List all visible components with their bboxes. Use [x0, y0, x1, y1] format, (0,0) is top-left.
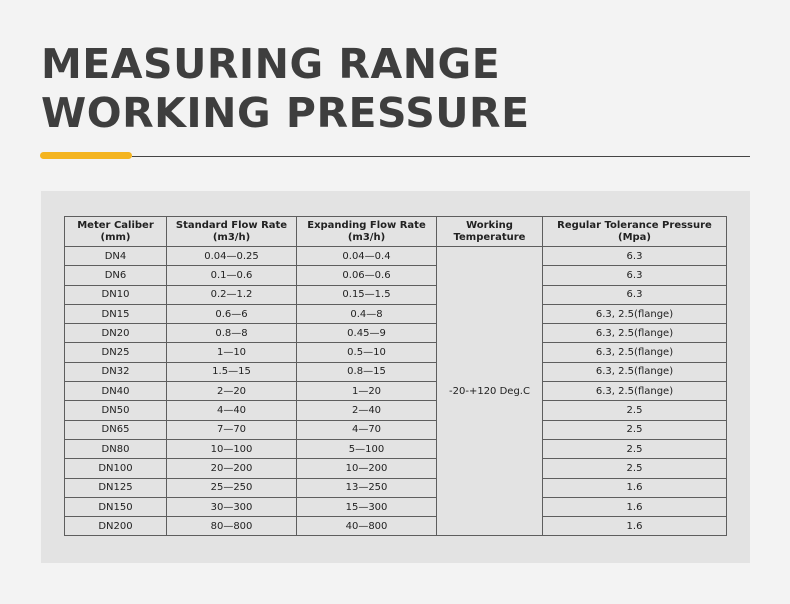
cell-pressure: 6.3, 2.5(flange)	[543, 304, 727, 323]
cell-caliber: DN50	[65, 401, 167, 420]
header-unit: (m3/h)	[347, 231, 386, 243]
cell-standard-flow: 20—200	[167, 459, 297, 478]
cell-expanding-flow: 0.8—15	[297, 362, 437, 381]
header-tolerance-pressure	[543, 217, 727, 247]
cell-standard-flow: 80—800	[167, 517, 297, 536]
cell-caliber: DN100	[65, 459, 167, 478]
cell-expanding-flow: 0.15—1.5	[297, 285, 437, 304]
cell-caliber: DN6	[65, 266, 167, 285]
cell-standard-flow: 1.5—15	[167, 362, 297, 381]
cell-pressure: 1.6	[543, 478, 727, 497]
header-meter-caliber	[65, 217, 167, 247]
table-row	[65, 343, 727, 362]
cell-pressure: 1.6	[543, 497, 727, 516]
cell-pressure: 6.3	[543, 247, 727, 266]
cell-expanding-flow: 0.5—10	[297, 343, 437, 362]
cell-caliber: DN15	[65, 304, 167, 323]
cell-standard-flow: 30—300	[167, 497, 297, 516]
header-unit: (Mpa)	[618, 231, 651, 243]
table-row	[65, 285, 727, 304]
cell-standard-flow: 0.04—0.25	[167, 247, 297, 266]
cell-caliber: DN32	[65, 362, 167, 381]
cell-working-temperature: -20-+120 Deg.C	[437, 247, 543, 536]
table-row	[65, 517, 727, 536]
cell-caliber: DN200	[65, 517, 167, 536]
cell-caliber: DN125	[65, 478, 167, 497]
page-title-line-2: WORKING PRESSURE	[41, 89, 530, 137]
header-label: Working	[466, 219, 513, 231]
cell-caliber: DN40	[65, 382, 167, 401]
table-header-row	[65, 217, 727, 247]
table-row	[65, 497, 727, 516]
cell-pressure: 2.5	[543, 439, 727, 458]
header-label: Temperature	[453, 231, 526, 243]
cell-expanding-flow: 0.06—0.6	[297, 266, 437, 285]
cell-expanding-flow: 2—40	[297, 401, 437, 420]
cell-pressure: 6.3, 2.5(flange)	[543, 343, 727, 362]
table-row	[65, 478, 727, 497]
cell-standard-flow: 4—40	[167, 401, 297, 420]
cell-standard-flow: 7—70	[167, 420, 297, 439]
header-working-temperature	[437, 217, 543, 247]
table-row	[65, 247, 727, 266]
header-standard-flow-rate	[167, 217, 297, 247]
table-row	[65, 304, 727, 323]
table-row	[65, 459, 727, 478]
cell-pressure: 6.3	[543, 285, 727, 304]
header-label: Standard Flow Rate	[175, 219, 288, 231]
cell-pressure: 6.3, 2.5(flange)	[543, 382, 727, 401]
cell-standard-flow: 10—100	[167, 439, 297, 458]
cell-pressure: 6.3	[543, 266, 727, 285]
header-expanding-flow-rate	[297, 217, 437, 247]
accent-bar	[40, 152, 132, 159]
cell-expanding-flow: 10—200	[297, 459, 437, 478]
cell-expanding-flow: 1—20	[297, 382, 437, 401]
cell-pressure: 2.5	[543, 420, 727, 439]
table-row	[65, 420, 727, 439]
cell-standard-flow: 1—10	[167, 343, 297, 362]
cell-caliber: DN4	[65, 247, 167, 266]
cell-standard-flow: 25—250	[167, 478, 297, 497]
cell-pressure: 2.5	[543, 459, 727, 478]
cell-standard-flow: 0.2—1.2	[167, 285, 297, 304]
cell-standard-flow: 0.1—0.6	[167, 266, 297, 285]
cell-pressure: 1.6	[543, 517, 727, 536]
spec-table	[64, 216, 727, 536]
cell-caliber: DN80	[65, 439, 167, 458]
cell-caliber: DN150	[65, 497, 167, 516]
cell-expanding-flow: 13—250	[297, 478, 437, 497]
cell-caliber: DN10	[65, 285, 167, 304]
table-row	[65, 439, 727, 458]
cell-standard-flow: 0.8—8	[167, 324, 297, 343]
cell-standard-flow: 0.6—6	[167, 304, 297, 323]
cell-expanding-flow: 15—300	[297, 497, 437, 516]
table-row	[65, 382, 727, 401]
header-unit: (mm)	[100, 231, 131, 243]
title-divider	[132, 156, 750, 157]
header-label: Regular Tolerance Pressure	[557, 219, 712, 231]
table-row	[65, 401, 727, 420]
cell-expanding-flow: 5—100	[297, 439, 437, 458]
cell-caliber: DN65	[65, 420, 167, 439]
table-row	[65, 324, 727, 343]
cell-caliber: DN25	[65, 343, 167, 362]
cell-pressure: 6.3, 2.5(flange)	[543, 362, 727, 381]
cell-expanding-flow: 0.45—9	[297, 324, 437, 343]
cell-expanding-flow: 4—70	[297, 420, 437, 439]
cell-caliber: DN20	[65, 324, 167, 343]
cell-pressure: 2.5	[543, 401, 727, 420]
cell-expanding-flow: 40—800	[297, 517, 437, 536]
table-row	[65, 266, 727, 285]
page-title-line-1: MEASURING RANGE	[41, 40, 501, 88]
cell-pressure: 6.3, 2.5(flange)	[543, 324, 727, 343]
cell-expanding-flow: 0.4—8	[297, 304, 437, 323]
header-label: Meter Caliber	[77, 219, 154, 231]
table-row	[65, 362, 727, 381]
header-unit: (m3/h)	[212, 231, 251, 243]
cell-standard-flow: 2—20	[167, 382, 297, 401]
cell-expanding-flow: 0.04—0.4	[297, 247, 437, 266]
header-label: Expanding Flow Rate	[307, 219, 426, 231]
